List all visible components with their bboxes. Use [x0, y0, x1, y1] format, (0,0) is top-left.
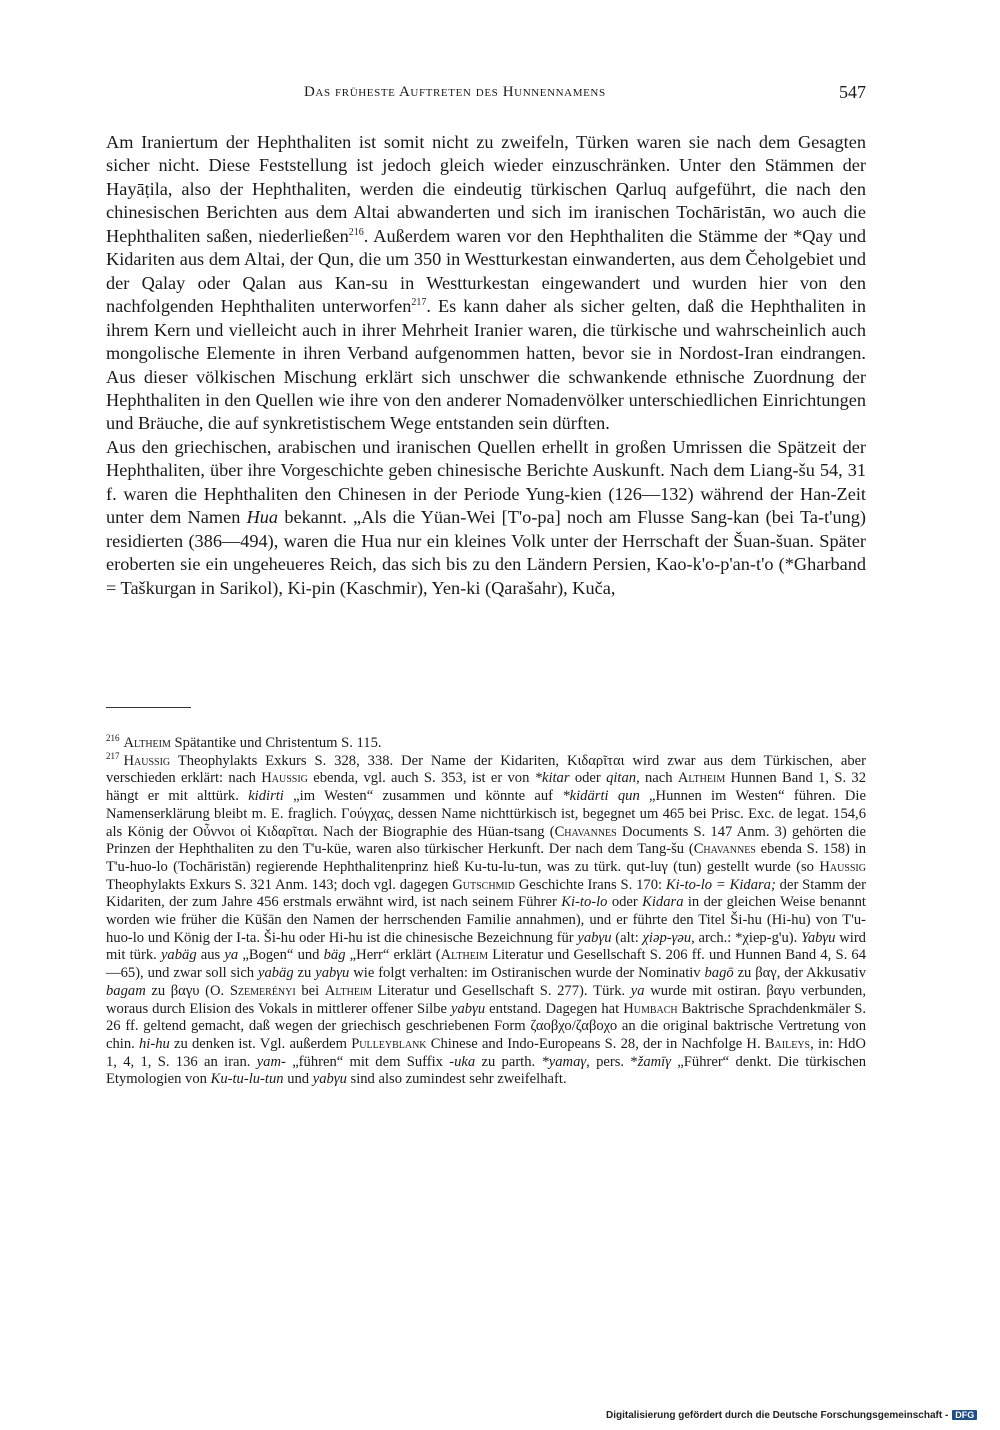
- text-run: wie folgt verhalten: im Ostiranischen wurde der Nominativ: [349, 965, 705, 982]
- footnote-number: 216: [106, 733, 120, 744]
- text-run: Literatur und Gesellschaft S. 206 ff. und Hunnen Band 4, S. 64—65), und zwar soll sich: [106, 947, 866, 982]
- text-run: „im Westen“ zusammen und könnte auf: [283, 788, 563, 805]
- text-run: , arch.: *χiep-g'u).: [691, 929, 802, 946]
- author-name: Chavannes: [693, 841, 756, 858]
- italic-term: -uka: [449, 1053, 476, 1070]
- text-run: aus: [196, 947, 225, 964]
- main-text: [106, 131, 866, 600]
- footnote: [106, 750, 867, 1089]
- text-run: Chinese and Indo-Europeans S. 28, der in Nachfolge H.: [426, 1035, 765, 1052]
- text-run: und: [283, 1071, 313, 1088]
- text-run: Spätantike und Christentum S. 115.: [170, 735, 382, 751]
- text-run: , nach: [636, 770, 678, 787]
- text-run: , in: HdO 1, 4, 1, S. 136 an iran.: [106, 1035, 866, 1070]
- italic-term: Ki-to-lo = Kidara;: [665, 876, 776, 893]
- text-run: ebenda S. 158) in T'u-huo-lo (Tochāristān) regierende Hephthalitenprinz hieß Ku-tu-lu-tun, was zu türk. qut-luγ (tun) gestellt wurde (so: [106, 841, 866, 875]
- italic-term: hi-hu: [138, 1035, 170, 1052]
- text-run: Hunnen Band 1, S. 32 hängt er mit alttürk.: [106, 770, 866, 805]
- italic-term: bagam: [106, 982, 146, 999]
- italic-term: yam-: [256, 1053, 286, 1070]
- text-run: ebenda, vgl. auch S. 353, ist er von: [307, 770, 535, 787]
- author-name: Humbach: [623, 1000, 678, 1017]
- author-name: Altheim: [677, 770, 726, 787]
- text-run: oder: [607, 894, 643, 911]
- text-run: (alt:: [611, 929, 643, 946]
- body-paragraph: [106, 131, 866, 436]
- funding-note: Digitalisierung gefördert durch die Deutsche Forschungsgemeinschaft -: [606, 1410, 949, 1421]
- text-run: „Bogen“ und: [238, 947, 324, 964]
- italic-term: *yamaγ: [541, 1053, 587, 1070]
- text-run: Literatur und Gesellschaft S. 277). Türk.: [372, 982, 631, 999]
- italic-term: yabγu: [312, 1071, 347, 1088]
- italic-term: yabäg: [160, 947, 197, 964]
- text-run: Theophylakts Exkurs S. 321 Anm. 143; doch vgl. dagegen: [106, 876, 453, 893]
- text-run: zu βαγυ (O.: [145, 982, 230, 999]
- italic-term: Yabγu: [801, 929, 836, 946]
- text-run: wird mit türk.: [106, 929, 866, 964]
- text-run: . Es kann daher als sicher gelten, daß die Hephthaliten in ihrem Kern und vielleicht auch in ihrer Mehrheit Iranier waren, die türkische und wahrscheinlich auch mongolische Elemente in ihren Verband aufgenommen hatten, bevor sie in Nordost-Iran eindrangen. Aus dieser völkischen Mischung erklärt sich unschwer die schwankende ethnische Zuordnung der Hephthaliten in den Quellen wie ihre von den anderer Nomadenvölker unterschiedlichen Einrichtungen und Bräuche, die auf synkretistischem Wege entstanden sein dürften.: [106, 296, 866, 434]
- italic-term: kidirti: [248, 788, 284, 805]
- text-run: „Führer“ denkt. Die türkischen Etymologien von: [106, 1053, 866, 1088]
- text-run: Documents S. 147 Anm. 3) gehörten die Prinzen der Hephthaliten zu den T'u-küe, waren also türkischer Herkunft. Der nach dem Tang-šu (: [106, 823, 866, 858]
- text-run: . Außerdem waren vor den Hephthaliten die Stämme der *Qay und Kidariten aus dem Altai, der Qun, die um 350 in Westturkestan einwanderten, aus dem Čeholgebiet und der Qalay oder Qalan aus Kan-su in Westturkestan eingewandert und wurden hier von den nachfolgenden Hephthaliten unterworfen: [106, 225, 866, 317]
- text-run: zu denken ist. Vgl. außerdem: [169, 1035, 352, 1052]
- dfg-logo: DFG: [952, 1410, 977, 1420]
- text-run: entstand. Dagegen hat: [485, 1000, 624, 1017]
- author-name: Haussig: [261, 770, 308, 787]
- text-run: sind also zumindest sehr zweifelhaft.: [346, 1071, 567, 1088]
- italic-term: yabγu: [451, 1000, 486, 1017]
- text-run: Geschichte Irans S. 170:: [515, 876, 666, 893]
- italic-term: Ku-tu-lu-tun: [210, 1071, 284, 1088]
- text-run: „führen“ mit dem Suffix: [285, 1053, 450, 1070]
- body-paragraph: [106, 436, 866, 600]
- footnote-ref: 216: [348, 226, 364, 238]
- italic-term: ya: [224, 947, 239, 964]
- footnote-ref: 217: [411, 297, 427, 309]
- author-name: Altheim: [324, 982, 373, 999]
- author-name: Altheim: [440, 947, 489, 964]
- author-name: Gutschmid: [452, 876, 515, 893]
- text-run: bekannt. „Als die Yüan-Wei [T'o-pa] noch am Flusse Sang-kan (bei Ta-t'ung) residierten (386—494), waren die Hua nur ein kleines Volk unter der Herrschaft der Šuan-šuan. Später eroberten sie ein ungeheueres Reich, das sich bis zu den Ländern Persien, Kao-k'o-p'an-t'o (*Gharband = Taškurgan in Sarikol), Ki-pin (Kaschmir), Yen-ki (Qarašahr), Kuča,: [106, 507, 866, 598]
- author-name: Baileys: [764, 1035, 811, 1052]
- text-run: , pers. *: [586, 1053, 638, 1070]
- text-run: zu βαγ, der Akkusativ: [733, 965, 867, 982]
- text-run: wurde mit ostiran. βαγυ verbunden, woraus durch Elision des Vokals in mittlerer offener Silbe: [106, 982, 866, 1017]
- author-name: Chavannes: [554, 823, 617, 840]
- author-name: Altheim: [123, 735, 171, 751]
- running-title: Das früheste Auftreten des Hunnennamens: [304, 84, 606, 100]
- footnote-number: 217: [106, 750, 120, 761]
- text-run: zu parth.: [475, 1053, 542, 1070]
- footnote-separator: [106, 707, 191, 708]
- text-run: Aus den griechischen, arabischen und iranischen Quellen erhellt in großen Umrissen die Spätzeit der Hephthaliten, über ihre Vorgeschichte geben chinesische Berichte Auskunft. Nach dem Liang-šu 54, 31 f. waren die Hephthaliten den Chinesen in der Periode Yung-kien (126—132) während der Han-Zeit unter dem Namen: [106, 436, 866, 528]
- italic-term: Kidara: [642, 894, 684, 911]
- italic-term: yabγu: [315, 965, 350, 982]
- page-number: 547: [839, 82, 866, 102]
- page-footer: [606, 1410, 977, 1421]
- italic-term: *kidärti qun: [562, 788, 640, 805]
- author-name: Haussig: [123, 752, 171, 769]
- italic-term: Hua: [246, 507, 279, 528]
- footnotes: [106, 735, 866, 1089]
- italic-term: bäg: [323, 947, 346, 964]
- text-run: Theophylakts Exkurs S. 328, 338. Der Name der Kidariten, Κιδαρῖται wird zwar aus dem Türkischen, aber verschieden erklärt: nach: [106, 752, 866, 787]
- footnote: [106, 735, 866, 753]
- text-run: „Herr“ erklärt (: [345, 947, 441, 964]
- text-run: Baktrische Sprachdenkmäler S. 26 ff. geltend gemacht, daß wegen der griechisch geschriebenen Form ζαοβχο/ζαβοχο an die original baktrische Vertretung von chin.: [106, 1000, 867, 1052]
- italic-term: *kitar: [534, 770, 570, 787]
- author-name: Pulleyblank: [351, 1035, 427, 1052]
- text-run: zu: [293, 965, 316, 982]
- italic-term: žamīγ: [637, 1053, 671, 1070]
- text-run: Am Iraniertum der Hephthaliten ist somit nicht zu zweifeln, Türken waren sie nach dem Gesagten sicher nicht. Diese Feststellung ist jedoch gleich wieder einzuschränken. Unter den Stämmen der Hayāṭila, also der Hephthaliten, werden die eindeutig türkischen Qarluq aufgeführt, die nach den chinesischen Berichten aus dem Altai abwanderten und sich im iranischen Tochāristān, wo auch die Hephthaliten saßen, niederließen: [106, 132, 866, 246]
- italic-term: yabγu: [577, 929, 612, 946]
- running-header: [106, 84, 866, 108]
- italic-term: yabäg: [257, 965, 294, 982]
- italic-term: ya: [630, 982, 645, 999]
- text-run: der Stamm der Kidariten, der zum Jahre 456 erstmals erwähnt wird, ist nach seinem Führer: [106, 876, 866, 911]
- text-run: „Hunnen im Westen“ führen. Die Namenserklärung bleibt m. E. fraglich. Γούγχας, dessen Name nichttürkisch ist, begegnet um 465 bei Prisc. Exc. de legat. 154,6 als König der Οὖννοι οἱ Κιδαρῖται. Nach der Biographie des Hüan-tsang (: [106, 788, 866, 840]
- text-run: oder: [569, 770, 607, 787]
- italic-term: bagō: [704, 965, 734, 982]
- italic-term: qitan: [606, 770, 637, 787]
- author-name: Szemerényi: [229, 982, 296, 999]
- italic-term: Ki-to-lo: [561, 894, 608, 911]
- text-run: in der gleichen Weise benannt worden wie früher die Kūšān den Namen der herrschenden Familie annahmen), und er führte den Titel Ši-hu (Hi-hu) von T'u-huo-lo und König der I-ta. Ši-hu oder Hi-hu ist die chinesische Bezeichnung für: [106, 894, 866, 946]
- author-name: Haussig: [819, 858, 866, 875]
- text-run: bei: [295, 982, 325, 999]
- italic-term: χiәp-γәu: [642, 929, 692, 946]
